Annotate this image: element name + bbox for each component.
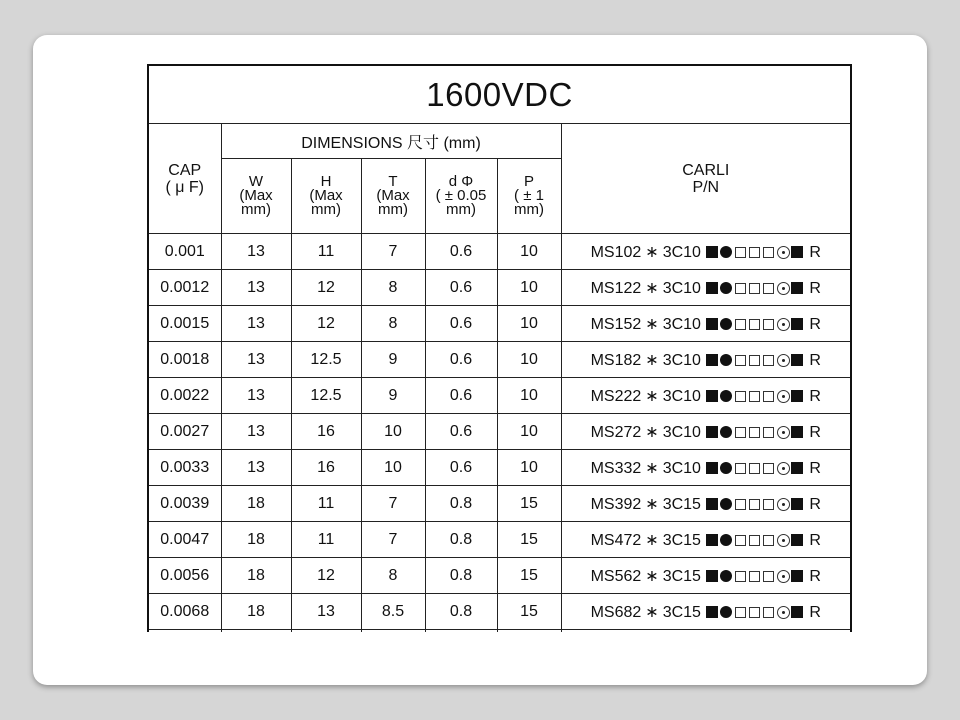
d-cell: 0.6 (425, 270, 497, 306)
pn-suffix: R (809, 279, 821, 297)
w-cell: 18 (221, 558, 291, 594)
p-cell: 15 (497, 486, 561, 522)
cap-cell: 0.0018 (148, 342, 221, 378)
pn-suffix: R (809, 351, 821, 369)
pn-code: 3C15 (662, 567, 701, 585)
pn-code: 3C10 (662, 387, 701, 405)
spec-table (147, 64, 852, 632)
pn-suffix: R (809, 495, 821, 513)
w-cell: 13 (221, 342, 291, 378)
d-header-line3: mm) (446, 201, 476, 218)
square-empty-icon (763, 427, 774, 438)
circle-dot-icon (777, 570, 790, 583)
pn-code: 3C10 (662, 315, 701, 333)
pn-code: 3C10 (662, 243, 701, 261)
square-empty-icon (749, 607, 760, 618)
circle-dot-icon (777, 462, 790, 475)
square-filled-icon (791, 354, 803, 366)
square-empty-icon (763, 247, 774, 258)
circle-filled-icon (720, 246, 732, 258)
part-number-cell (561, 594, 851, 630)
square-filled-icon (791, 282, 803, 294)
slide-canvas (33, 35, 927, 685)
t-header-line1: T (388, 173, 398, 190)
square-empty-icon (763, 391, 774, 402)
w-header-line2: (Max (239, 187, 273, 204)
square-filled-icon (706, 570, 718, 582)
carli-header-line1: CARLI (682, 161, 730, 179)
square-filled-icon (706, 318, 718, 330)
square-empty-icon (735, 499, 746, 510)
asterisk-icon: ∗ (645, 567, 659, 585)
square-filled-icon (706, 390, 718, 402)
asterisk-icon: ∗ (645, 495, 659, 513)
table-row (148, 270, 851, 306)
circle-filled-icon (720, 426, 732, 438)
asterisk-icon: ∗ (645, 387, 659, 405)
w-header (221, 159, 291, 234)
square-filled-icon (791, 534, 803, 546)
circle-dot-icon (777, 282, 790, 295)
pn-prefix: MS182 (590, 351, 642, 369)
pn-suffix: R (809, 315, 821, 333)
table-row-continuation (148, 630, 851, 633)
p-cell: 10 (497, 450, 561, 486)
p-cell: 15 (497, 558, 561, 594)
w-cell: 13 (221, 450, 291, 486)
table-row (148, 522, 851, 558)
d-cell: 0.8 (425, 486, 497, 522)
t-cell: 9 (361, 378, 425, 414)
square-empty-icon (735, 283, 746, 294)
h-cell: 11 (291, 486, 361, 522)
p-header-line1: P (523, 173, 534, 190)
t-header-line3: mm) (378, 201, 408, 218)
cap-cell: 0.0015 (148, 306, 221, 342)
square-empty-icon (735, 463, 746, 474)
pn-symbols (705, 424, 803, 441)
square-empty-icon (763, 535, 774, 546)
table-row (148, 558, 851, 594)
part-number-cell (561, 450, 851, 486)
table-row (148, 414, 851, 450)
pn-code: 3C15 (662, 495, 701, 513)
cap-header (148, 124, 221, 234)
circle-filled-icon (720, 534, 732, 546)
p-header-line3: mm) (514, 201, 544, 218)
pn-code: 3C10 (662, 351, 701, 369)
w-cell: 13 (221, 378, 291, 414)
square-empty-icon (749, 355, 760, 366)
w-cell: 13 (221, 306, 291, 342)
circle-dot-icon (777, 246, 790, 259)
part-number-cell (561, 522, 851, 558)
w-header-line1: W (248, 173, 264, 190)
h-header-line3: mm) (311, 201, 341, 218)
part-number-cell (561, 234, 851, 270)
w-cell: 18 (221, 594, 291, 630)
square-filled-icon (791, 426, 803, 438)
t-cell: 7 (361, 522, 425, 558)
pn-suffix: R (809, 387, 821, 405)
square-empty-icon (749, 283, 760, 294)
h-header (291, 159, 361, 234)
square-empty-icon (735, 355, 746, 366)
t-cell: 7 (361, 486, 425, 522)
square-filled-icon (706, 354, 718, 366)
h-header-line2: (Max (309, 187, 343, 204)
square-empty-icon (749, 391, 760, 402)
d-cell: 0.6 (425, 342, 497, 378)
cap-cell: 0.0039 (148, 486, 221, 522)
pn-symbols (705, 244, 803, 261)
p-header (497, 159, 561, 234)
square-filled-icon (706, 462, 718, 474)
asterisk-icon: ∗ (645, 531, 659, 549)
pn-symbols (705, 280, 803, 297)
square-filled-icon (791, 606, 803, 618)
t-cell: 8 (361, 558, 425, 594)
table-title: 1600VDC (148, 65, 851, 124)
cap-cell: 0.0068 (148, 594, 221, 630)
circle-dot-icon (777, 318, 790, 331)
circle-filled-icon (720, 498, 732, 510)
pn-prefix: MS392 (590, 495, 642, 513)
pn-symbols (705, 460, 803, 477)
p-cell: 15 (497, 594, 561, 630)
p-cell: 10 (497, 270, 561, 306)
cap-cell: 0.001 (148, 234, 221, 270)
square-empty-icon (763, 319, 774, 330)
pn-suffix: R (809, 423, 821, 441)
p-cell: 10 (497, 378, 561, 414)
table-row (148, 234, 851, 270)
t-cell: 10 (361, 450, 425, 486)
w-cell: 13 (221, 234, 291, 270)
square-empty-icon (763, 283, 774, 294)
circle-dot-icon (777, 534, 790, 547)
cap-cell: 0.0033 (148, 450, 221, 486)
pn-suffix: R (809, 531, 821, 549)
square-empty-icon (763, 571, 774, 582)
h-cell: 16 (291, 414, 361, 450)
continuation-cell (221, 630, 291, 633)
w-header-line3: mm) (241, 201, 271, 218)
square-empty-icon (735, 391, 746, 402)
h-cell: 12.5 (291, 378, 361, 414)
circle-dot-icon (777, 606, 790, 619)
d-cell: 0.6 (425, 378, 497, 414)
d-header-line1: d Φ (448, 173, 474, 190)
circle-filled-icon (720, 390, 732, 402)
table-row (148, 342, 851, 378)
pn-suffix: R (809, 243, 821, 261)
h-cell: 12 (291, 558, 361, 594)
pn-symbols (705, 568, 803, 585)
cap-cell: 0.0012 (148, 270, 221, 306)
dimensions-header: DIMENSIONS 尺寸 (mm) (221, 124, 561, 159)
circle-dot-icon (777, 498, 790, 511)
h-cell: 13 (291, 594, 361, 630)
part-number-cell (561, 342, 851, 378)
table-row (148, 378, 851, 414)
asterisk-icon: ∗ (645, 459, 659, 477)
h-cell: 12 (291, 306, 361, 342)
p-header-line2: ( ± 1 (514, 187, 544, 204)
pn-symbols (705, 388, 803, 405)
h-cell: 11 (291, 522, 361, 558)
square-empty-icon (735, 427, 746, 438)
circle-filled-icon (720, 570, 732, 582)
h-cell: 11 (291, 234, 361, 270)
pn-prefix: MS562 (590, 567, 642, 585)
square-empty-icon (749, 571, 760, 582)
circle-filled-icon (720, 318, 732, 330)
square-empty-icon (735, 571, 746, 582)
asterisk-icon: ∗ (645, 351, 659, 369)
d-cell: 0.8 (425, 522, 497, 558)
pn-suffix: R (809, 459, 821, 477)
square-empty-icon (735, 535, 746, 546)
part-number-cell (561, 378, 851, 414)
p-cell: 10 (497, 234, 561, 270)
w-cell: 13 (221, 270, 291, 306)
p-cell: 10 (497, 414, 561, 450)
cap-cell: 0.0027 (148, 414, 221, 450)
w-cell: 18 (221, 486, 291, 522)
circle-dot-icon (777, 426, 790, 439)
square-filled-icon (706, 426, 718, 438)
d-cell: 0.6 (425, 450, 497, 486)
d-header-line2: ( ± 0.05 (435, 187, 487, 204)
pn-code: 3C15 (662, 603, 701, 621)
t-cell: 10 (361, 414, 425, 450)
square-empty-icon (749, 319, 760, 330)
circle-filled-icon (720, 354, 732, 366)
h-cell: 12 (291, 270, 361, 306)
square-empty-icon (735, 247, 746, 258)
square-filled-icon (791, 318, 803, 330)
h-cell: 16 (291, 450, 361, 486)
part-number-cell (561, 414, 851, 450)
continuation-cell (425, 630, 497, 633)
pn-prefix: MS472 (590, 531, 642, 549)
pn-code: 3C15 (662, 531, 701, 549)
square-empty-icon (763, 499, 774, 510)
t-header-line2: (Max (376, 187, 410, 204)
pn-suffix: R (809, 603, 821, 621)
pn-prefix: MS272 (590, 423, 642, 441)
carli-header-line2: P/N (692, 178, 720, 196)
square-filled-icon (791, 462, 803, 474)
pn-prefix: MS102 (590, 243, 642, 261)
circle-filled-icon (720, 462, 732, 474)
square-empty-icon (735, 319, 746, 330)
table-row (148, 450, 851, 486)
d-cell: 0.6 (425, 306, 497, 342)
pn-prefix: MS122 (590, 279, 642, 297)
w-cell: 13 (221, 414, 291, 450)
pn-prefix: MS682 (590, 603, 642, 621)
square-empty-icon (749, 499, 760, 510)
part-number-cell (561, 486, 851, 522)
square-empty-icon (735, 607, 746, 618)
d-cell: 0.8 (425, 558, 497, 594)
pn-prefix: MS332 (590, 459, 642, 477)
cap-cell: 0.0047 (148, 522, 221, 558)
cap-header-line1: CAP (168, 161, 202, 179)
t-header (361, 159, 425, 234)
pn-code: 3C10 (662, 459, 701, 477)
square-empty-icon (763, 463, 774, 474)
h-cell: 12.5 (291, 342, 361, 378)
pn-symbols (705, 316, 803, 333)
d-cell: 0.6 (425, 234, 497, 270)
square-empty-icon (749, 427, 760, 438)
table-body (148, 234, 851, 633)
p-cell: 10 (497, 306, 561, 342)
square-empty-icon (749, 535, 760, 546)
pn-prefix: MS152 (590, 315, 642, 333)
d-cell: 0.6 (425, 414, 497, 450)
table-row (148, 486, 851, 522)
table-row (148, 306, 851, 342)
square-empty-icon (749, 463, 760, 474)
p-cell: 10 (497, 342, 561, 378)
carli-pn-header (561, 124, 851, 234)
square-filled-icon (706, 282, 718, 294)
t-cell: 7 (361, 234, 425, 270)
asterisk-icon: ∗ (645, 315, 659, 333)
square-empty-icon (749, 247, 760, 258)
square-empty-icon (763, 607, 774, 618)
continuation-cell (148, 630, 221, 633)
p-cell: 15 (497, 522, 561, 558)
circle-dot-icon (777, 354, 790, 367)
pn-prefix: MS222 (590, 387, 642, 405)
square-filled-icon (706, 246, 718, 258)
asterisk-icon: ∗ (645, 279, 659, 297)
continuation-cell (497, 630, 561, 633)
square-filled-icon (706, 606, 718, 618)
t-cell: 8 (361, 270, 425, 306)
asterisk-icon: ∗ (645, 423, 659, 441)
part-number-cell (561, 558, 851, 594)
square-filled-icon (791, 246, 803, 258)
square-filled-icon (791, 390, 803, 402)
cap-cell: 0.0056 (148, 558, 221, 594)
d-cell: 0.8 (425, 594, 497, 630)
t-cell: 8.5 (361, 594, 425, 630)
continuation-cell (361, 630, 425, 633)
square-filled-icon (791, 570, 803, 582)
pn-suffix: R (809, 567, 821, 585)
pn-symbols (705, 604, 803, 621)
pn-symbols (705, 532, 803, 549)
w-cell: 18 (221, 522, 291, 558)
h-header-line1: H (320, 173, 332, 190)
pn-symbols (705, 352, 803, 369)
t-cell: 8 (361, 306, 425, 342)
circle-dot-icon (777, 390, 790, 403)
pn-symbols (705, 496, 803, 513)
table-row (148, 594, 851, 630)
square-empty-icon (763, 355, 774, 366)
cap-header-line2: ( μ F) (165, 178, 205, 196)
part-number-cell (561, 270, 851, 306)
asterisk-icon: ∗ (645, 603, 659, 621)
square-filled-icon (791, 498, 803, 510)
part-number-cell (561, 306, 851, 342)
square-filled-icon (706, 498, 718, 510)
asterisk-icon: ∗ (645, 243, 659, 261)
square-filled-icon (706, 534, 718, 546)
circle-filled-icon (720, 606, 732, 618)
pn-code: 3C10 (662, 279, 701, 297)
continuation-cell (291, 630, 361, 633)
continuation-cell (561, 630, 851, 633)
pn-code: 3C10 (662, 423, 701, 441)
circle-filled-icon (720, 282, 732, 294)
d-header (425, 159, 497, 234)
t-cell: 9 (361, 342, 425, 378)
cap-cell: 0.0022 (148, 378, 221, 414)
